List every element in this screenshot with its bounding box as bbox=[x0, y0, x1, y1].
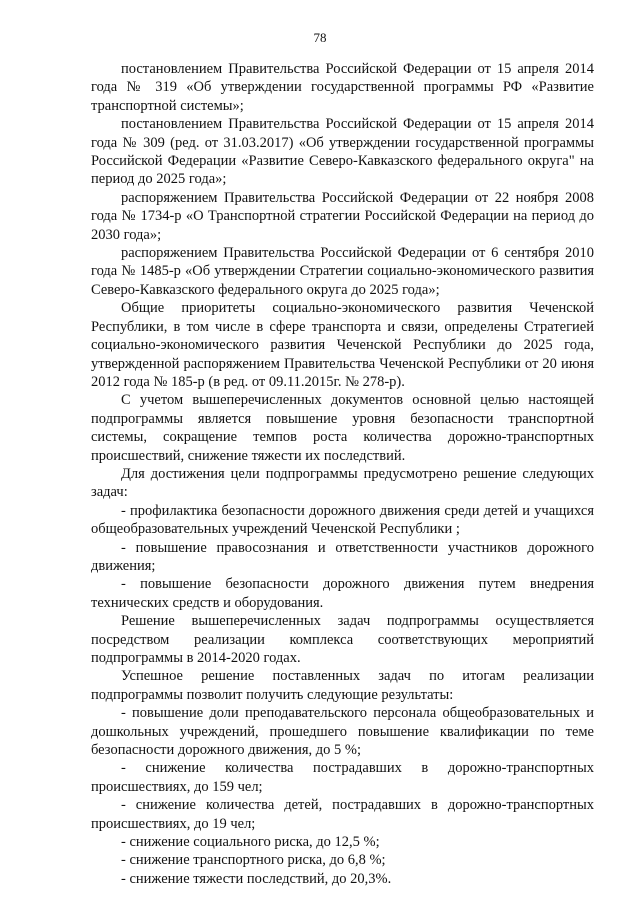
result-item-children: - снижение количества детей, пострадавших в дорожно-транспортных происшествиях, до 19 чел; bbox=[91, 797, 594, 832]
result-item-severity: - снижение тяжести последствий, до 20,3%. bbox=[121, 870, 392, 887]
document-body bbox=[91, 60, 594, 888]
paragraph-decree-319: постановлением Правительства Российской Федерации от 15 апреля 2014 года № 319 «Об утверждении государственной программы РФ «Развитие транспортной системы»; bbox=[91, 61, 594, 114]
paragraph-order-1734: распоряжением Правительства Российской Федерации от 22 ноября 2008 года № 1734-р «О Транспортной стратегии Российской Федерации на период до 2030 года»; bbox=[91, 189, 594, 243]
result-item-social-risk: - снижение социального риска, до 12,5 %; bbox=[121, 834, 380, 851]
paragraph-results-intro: Успешное решение поставленных задач по итогам реализации подпрограммы позволит получить следующие результаты: bbox=[91, 668, 594, 703]
paragraph-priorities: Общие приоритеты социально-экономического развития Чеченской Республики, в том числе в сфере транспорта и связи, определены Стратегией социально-экономического развития Чеченской Республики до 2025 года, утвержденной распоряжением Правительства Чеченской Республики от 20 июня 2012 года № 185-р (в ред. от 09.11.2015г. № 278-р). bbox=[91, 300, 594, 390]
result-item-transport-risk: - снижение транспортного риска, до 6,8 %; bbox=[121, 852, 386, 869]
page-number: 78 bbox=[313, 30, 327, 45]
paragraph-implementation: Решение вышеперечисленных задач подпрограммы осуществляется посредством реализации комплекса соответствующих мероприятий подпрограммы в 2014-2020 годах. bbox=[91, 613, 594, 666]
paragraph-order-1485: распоряжением Правительства Российской Федерации от 6 сентября 2010 года № 1485-р «Об утверждении Стратегии социально-экономического развития Северо-Кавказского федерального округа до 2025 года»; bbox=[91, 245, 594, 298]
paragraph-main-goal: С учетом вышеперечисленных документов основной целью настоящей подпрограммы является повышение уровня безопасности транспортной системы, сокращение темпов роста количества дорожно-транспортных происшествий, снижение тяжести их последствий. bbox=[91, 392, 594, 464]
paragraph-decree-309: постановлением Правительства Российской Федерации от 15 апреля 2014 года № 309 (ред. от 31.03.2017) «Об утверждении государственной программы Российской Федерации «Развитие Северо-Кавказского федерального округа" на период до 2025 года»; bbox=[91, 116, 594, 188]
task-item-legal-awareness: - повышение правосознания и ответственности участников дорожного движения; bbox=[91, 539, 594, 574]
task-item-prevention: - профилактика безопасности дорожного движения среди детей и учащихся общеобразовательных учреждений Чеченской Республики ; bbox=[91, 502, 594, 538]
result-item-victims: - снижение количества пострадавших в дорожно-транспортных происшествиях, до 159 чел; bbox=[91, 760, 594, 795]
result-item-teachers: - повышение доли преподавательского персонала общеобразовательных и дошкольных учреждений, прошедшего повышение квалификации по теме безопасности дорожного движения, до 5 %; bbox=[91, 705, 594, 759]
paragraph-tasks-intro: Для достижения цели подпрограммы предусмотрено решение следующих задач: bbox=[91, 465, 594, 501]
task-item-technical-means: - повышение безопасности дорожного движения путем внедрения технических средств и оборудования. bbox=[91, 576, 594, 611]
